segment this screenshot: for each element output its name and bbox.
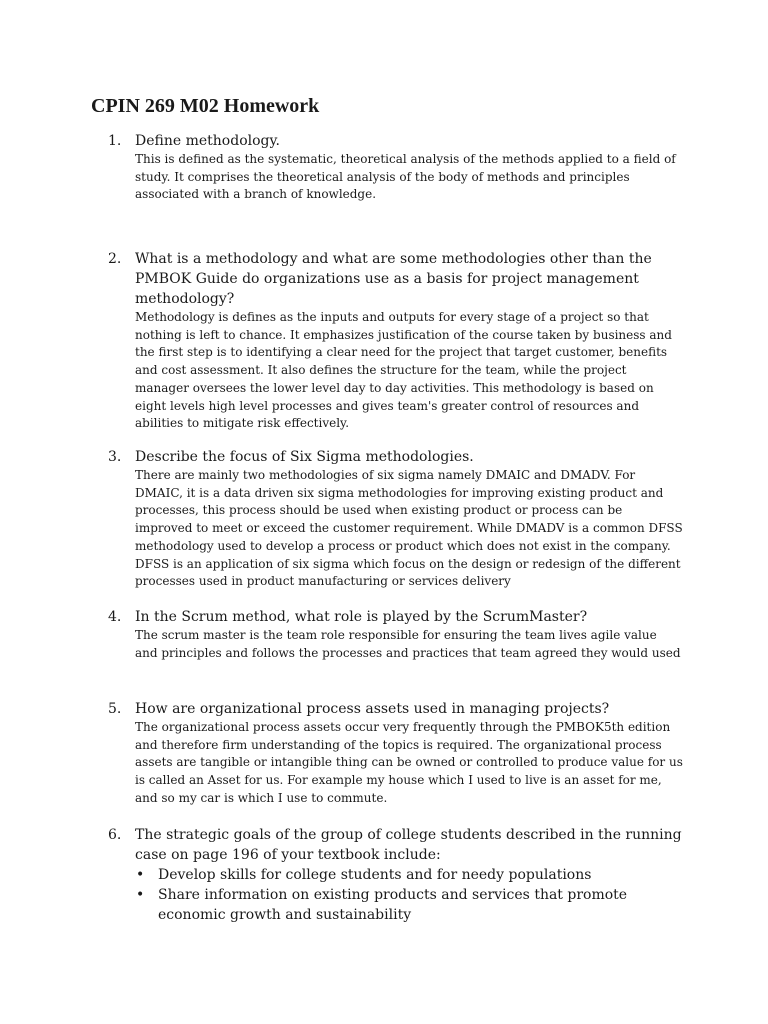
question-text: What is a methodology and what are some methodologies other than the PMBOK Guide do organizations use as a basis for project management methodology?: [135, 251, 652, 307]
question-number: 5.: [108, 701, 122, 717]
bullet-icon: •: [136, 887, 145, 903]
question-text: The strategic goals of the group of college students described in the running case on page 196 of your textbook include:: [135, 827, 682, 863]
question-number: 3.: [108, 449, 122, 465]
answer-text: Methodology is defines as the inputs and outputs for every stage of a project so that nothing is left to chance. It emphasizes justification of the course taken by business and the first step is to identifying a clear need for the project that target customer, benefits and cost assessment. It also defines the structure for the team, while the project manager oversees the lower level day to day activities. This methodology is based on eight levels high level processes and gives team's greater control of resources and abilities to mitigate risk effectively.: [135, 310, 672, 431]
question-text: In the Scrum method, what role is played by the ScrumMaster?: [135, 609, 588, 625]
page-title: CPIN 269 M02 Homework: [91, 95, 320, 117]
question-text: Describe the focus of Six Sigma methodologies.: [135, 449, 474, 465]
question-number: 6.: [108, 827, 122, 843]
answer-text: This is defined as the systematic, theoretical analysis of the methods applied to a field of study. It comprises the theoretical analysis of the body of methods and principles associated with a branch of knowledge.: [135, 152, 676, 202]
question-item: [108, 607, 683, 662]
question-text: Define methodology.: [135, 133, 280, 149]
bullet-icon: •: [136, 867, 145, 883]
list-item-text: Share information on existing products and services that promote economic growth and sustainability: [158, 887, 628, 923]
list-item-text: Develop skills for college students and for needy populations: [158, 867, 592, 883]
question-item: [108, 825, 683, 925]
question-text: How are organizational process assets used in managing projects?: [135, 701, 610, 717]
question-number: 1.: [108, 133, 122, 149]
answer-text: The scrum master is the team role responsible for ensuring the team lives agile value and principles and follows the processes and practices that team agreed they would used: [135, 628, 681, 660]
answer-text: The organizational process assets occur very frequently through the PMBOK5th edition and therefore firm understanding of the topics is required. The organizational process assets are tangible or intangible thing can be owned or controlled to produce value for us is called an Asset for us. For example my house which I used to live is an asset for me, and so my car is which I use to commute.: [135, 720, 683, 805]
question-item: [108, 131, 683, 204]
question-number: 4.: [108, 609, 122, 625]
question-item: [108, 249, 683, 433]
question-item: [108, 447, 683, 591]
list-item: [135, 865, 683, 885]
answer-text: There are mainly two methodologies of six sigma namely DMAIC and DMADV. For DMAIC, it is a data driven six sigma methodologies for improving existing product and processes, this process should be used when existing product or process can be improved to meet or exceed the customer requirement. While DMADV is a common DFSS methodology used to develop a process or product which does not exist in the company. DFSS is an application of six sigma which focus on the design or redesign of the different processes used in product manufacturing or services delivery: [135, 468, 683, 589]
goal-list: [135, 865, 683, 925]
question-number: 2.: [108, 251, 122, 267]
list-item: [135, 885, 683, 925]
question-item: [108, 699, 683, 808]
